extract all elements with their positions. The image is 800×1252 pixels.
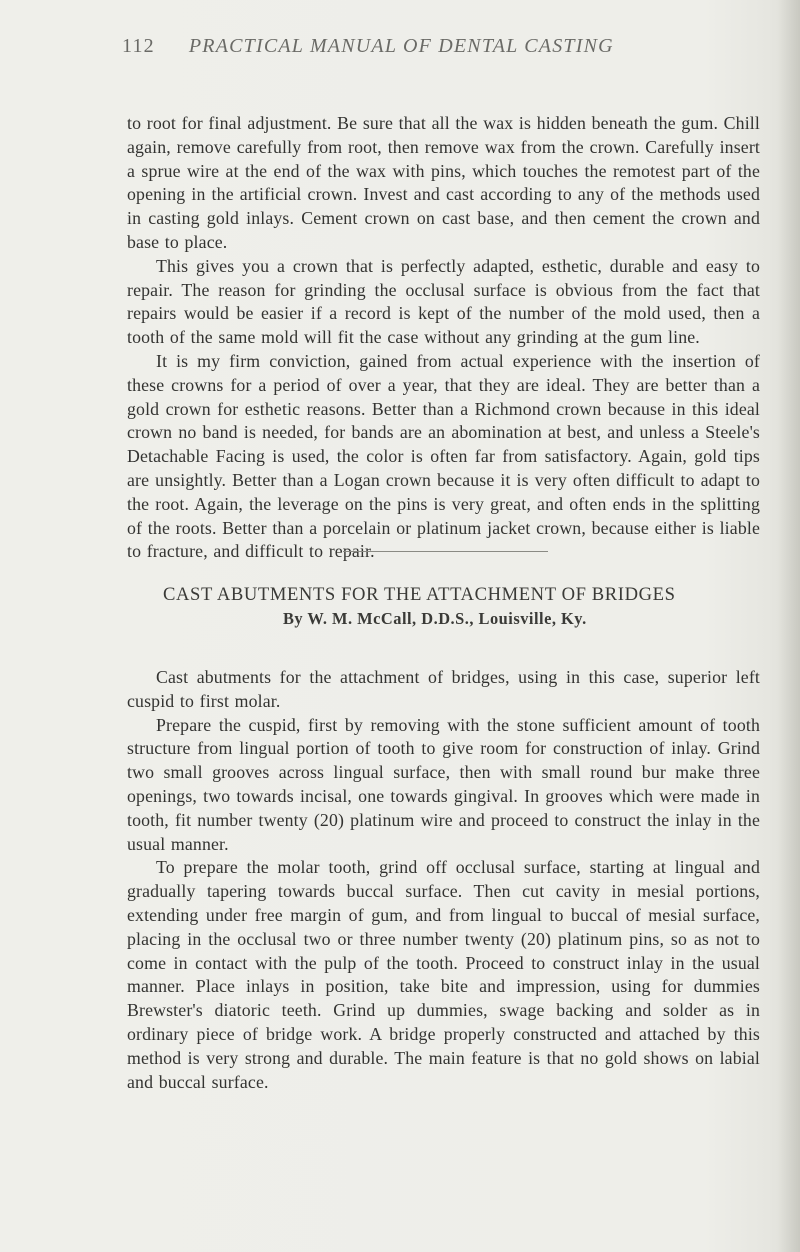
page-edge-shadow: [778, 0, 800, 1252]
section-body-2: [127, 666, 760, 1094]
running-header: [122, 35, 682, 58]
section-body-1: [127, 112, 760, 564]
section-divider: [343, 551, 548, 552]
paragraph: It is my firm conviction, gained from actual experience with the insertion of these crowns for a period of over a year, that they are ideal. They are better than a gold crown for esthetic reasons. Better than a Richmond crown because in this ideal crown no band is needed, for bands are an abomination at best, and unless a Steele's Detachable Facing is used, the color is often far from satisfactory. Again, gold tips are unsightly. Better than a Logan crown because it is very often difficult to adapt to the root. Again, the leverage on the pins is very great, and often ends in the splitting of the roots. Better than a porcelain or platinum jacket crown, because either is liable to fracture, and difficult to repair.: [127, 350, 760, 562]
paragraph: To prepare the molar tooth, grind off occlusal surface, starting at lingual and gradually tapering towards buccal surface. Then cut cavity in mesial portions, extending under free margin of gum, and from lingual to buccal of mesial surface, placing in the occlusal two or three number twenty (20) platinum pins, so as not to come in contact with the pulp of the tooth. Proceed to construct inlay in the usual manner. Place inlays in position, take bite and impression, using for dummies Brewster's diatoric teeth. Grind up dummies, swage backing and solder as in ordinary piece of bridge work. A bridge properly constructed and attached by this method is very strong and durable. The main feature is that no gold shows on labial and buccal surface.: [127, 857, 760, 1092]
running-title: PRACTICAL MANUAL OF DENTAL CASTING: [188, 35, 614, 57]
article-title: CAST ABUTMENTS FOR THE ATTACHMENT OF BRIDGES: [163, 584, 676, 605]
paragraph: Cast abutments for the attachment of bridges, using in this case, superior left cuspid to first molar.: [127, 667, 760, 711]
paragraph: This gives you a crown that is perfectly adapted, esthetic, durable and easy to repair. The reason for grinding the occlusal surface is obvious from the fact that repairs would be easier if a record is kept of the number of the mold used, then a tooth of the same mold will fit the case without any grinding at the gum line.: [127, 255, 760, 348]
article-byline: By W. M. McCall, D.D.S., Louisville, Ky.: [283, 609, 587, 628]
page-number: 112: [122, 35, 155, 57]
paragraph: to root for final adjustment. Be sure that all the wax is hidden beneath the gum. Chill again, remove carefully from root, then remove wax from the crown. Carefully insert a sprue wire at the end of the wax with pins, which touches the remotest part of the opening in the artificial crown. Invest and cast according to any of the methods used in casting gold inlays. Cement crown on cast base, and then cement the crown and base to place.: [127, 113, 760, 252]
paragraph: Prepare the cuspid, first by removing with the stone sufficient amount of tooth structure from lingual portion of tooth to give room for construction of inlay. Grind two small grooves across lingual surface, then with small round bur make three openings, two towards incisal, one towards gingival. In grooves which were made in tooth, fit number twenty (20) platinum wire and proceed to construct the inlay in the usual manner.: [127, 714, 760, 854]
